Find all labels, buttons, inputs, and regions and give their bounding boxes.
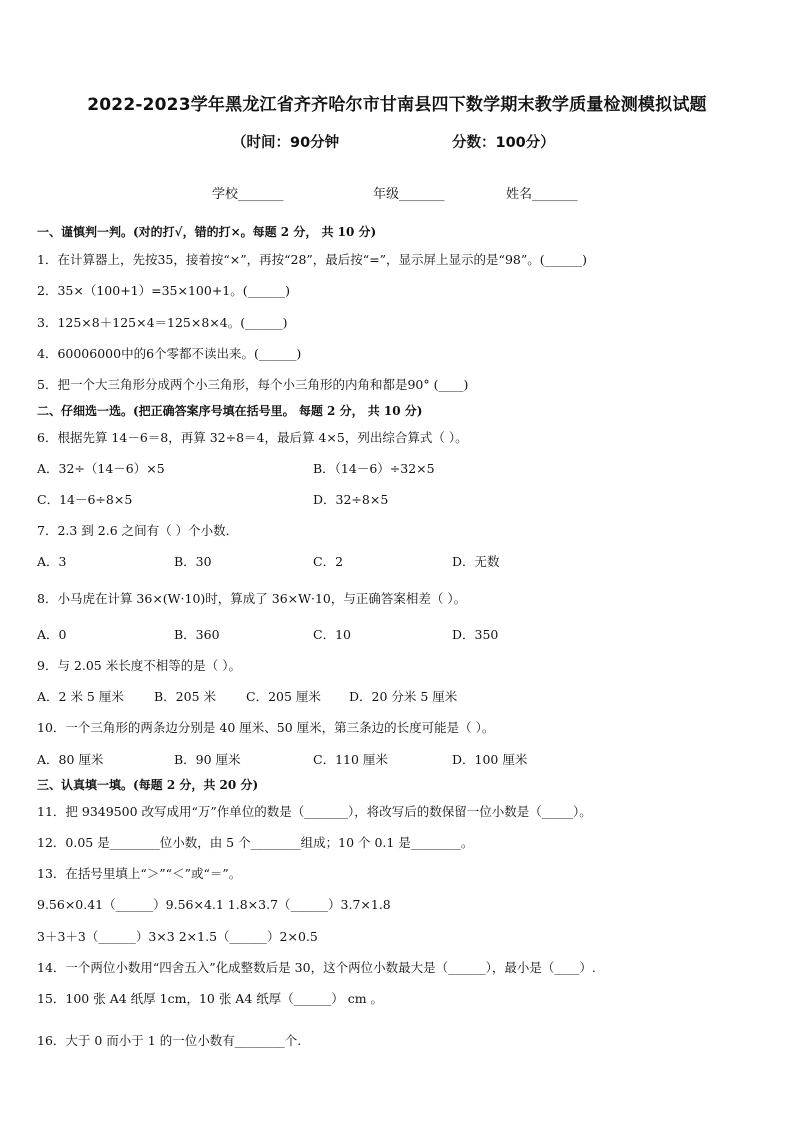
- section-heading-1: 一、谨慎判一判。(对的打√，错的打×。每题 2 分， 共 10 分): [37, 225, 377, 239]
- q7-option-a: A．3: [37, 554, 67, 569]
- q9-option-b: B．205 米: [154, 689, 217, 704]
- question-2: 2．35×（100+1）=35×100+1。(______): [37, 283, 291, 298]
- question-15: 15．100 张 A4 纸厚 1cm，10 张 A4 纸厚（______） cm 。: [37, 991, 384, 1006]
- question-6: 6．根据先算 14－6＝8，再算 32÷8＝4，最后算 4×5，列出综合算式（ ）。: [37, 430, 468, 445]
- question-12: 12．0.05 是________位小数，由 5 个________组成；10 个 0.1 是________。: [37, 835, 474, 850]
- q7-option-b: B．30: [174, 554, 212, 569]
- question-14: 14．一个两位小数用“四舍五入”化成整数后是 30，这个两位小数最大是（______），最小是（____）.: [37, 960, 596, 975]
- page-title: 2022-2023学年黑龙江省齐齐哈尔市甘南县四下数学期末教学质量检测模拟试题: [87, 95, 707, 115]
- grade-field: 年级_______: [373, 187, 445, 202]
- q10-option-c: C．110 厘米: [313, 752, 388, 767]
- school-field: 学校_______: [212, 187, 284, 202]
- question-13: 13．在括号里填上“＞”“＜”或“＝”。: [37, 866, 242, 881]
- question-1: 1．在计算器上，先按35，接着按“×”，再按“28”，最后按“=”，显示屏上显示的是“98”。(______): [37, 252, 587, 267]
- question-16: 16．大于 0 而小于 1 的一位小数有________个.: [37, 1033, 302, 1048]
- question-11: 11．把 9349500 改写成用“万”作单位的数是（_______），将改写后的数保留一位小数是（_____）。: [37, 804, 592, 819]
- q7-option-c: C．2: [313, 554, 344, 569]
- q6-option-b: B．（14－6）÷32×5: [313, 461, 435, 476]
- question-13-row-2: 3＋3＋3（______）3×3 2×1.5（______）2×0.5: [37, 929, 318, 944]
- q6-option-a: A．32÷（14－6）×5: [37, 461, 165, 476]
- question-7: 7．2.3 到 2.6 之间有（ ）个小数．: [37, 523, 239, 538]
- question-13-row-1: 9.56×0.41（______）9.56×4.1 1.8×3.7（______）3.7×1.8: [37, 897, 391, 912]
- q9-option-d: D．20 分米 5 厘米: [349, 689, 458, 704]
- section-heading-2: 二、仔细选一选。(把正确答案序号填在括号里。 每题 2 分， 共 10 分): [37, 404, 423, 418]
- section-heading-3: 三、认真填一填。(每题 2 分，共 20 分): [37, 778, 259, 792]
- q10-option-a: A．80 厘米: [37, 752, 104, 767]
- question-5: 5．把一个大三角形分成两个小三角形，每个小三角形的内角和都是90° (____): [37, 377, 469, 392]
- q7-option-d: D．无数: [452, 554, 500, 569]
- question-9: 9．与 2.05 米长度不相等的是（ ）。: [37, 658, 241, 673]
- q8-option-d: D．350: [452, 627, 499, 642]
- time-label: （时间：90分钟: [232, 135, 340, 151]
- question-3: 3．125×8＋125×4＝125×8×4。(______): [37, 315, 288, 330]
- q10-option-d: D．100 厘米: [452, 752, 528, 767]
- q10-option-b: B．90 厘米: [174, 752, 241, 767]
- q6-option-d: D．32÷8×5: [313, 492, 389, 507]
- question-8: 8．小马虎在计算 36×(W·10)时，算成了 36×W·10，与正确答案相差（ ）。: [37, 591, 467, 606]
- question-10: 10．一个三角形的两条边分别是 40 厘米、50 厘米，第三条边的长度可能是（ ）。: [37, 720, 495, 735]
- name-field: 姓名_______: [506, 187, 578, 202]
- q9-option-a: A．2 米 5 厘米: [37, 689, 124, 704]
- score-label: 分数：100分）: [452, 135, 555, 151]
- q6-option-c: C．14－6÷8×5: [37, 492, 133, 507]
- q8-option-a: A．0: [37, 627, 67, 642]
- q9-option-c: C．205 厘米: [246, 689, 321, 704]
- q8-option-b: B．360: [174, 627, 220, 642]
- question-4: 4．60006000中的6个零都不读出来。(______): [37, 346, 302, 361]
- q8-option-c: C．10: [313, 627, 351, 642]
